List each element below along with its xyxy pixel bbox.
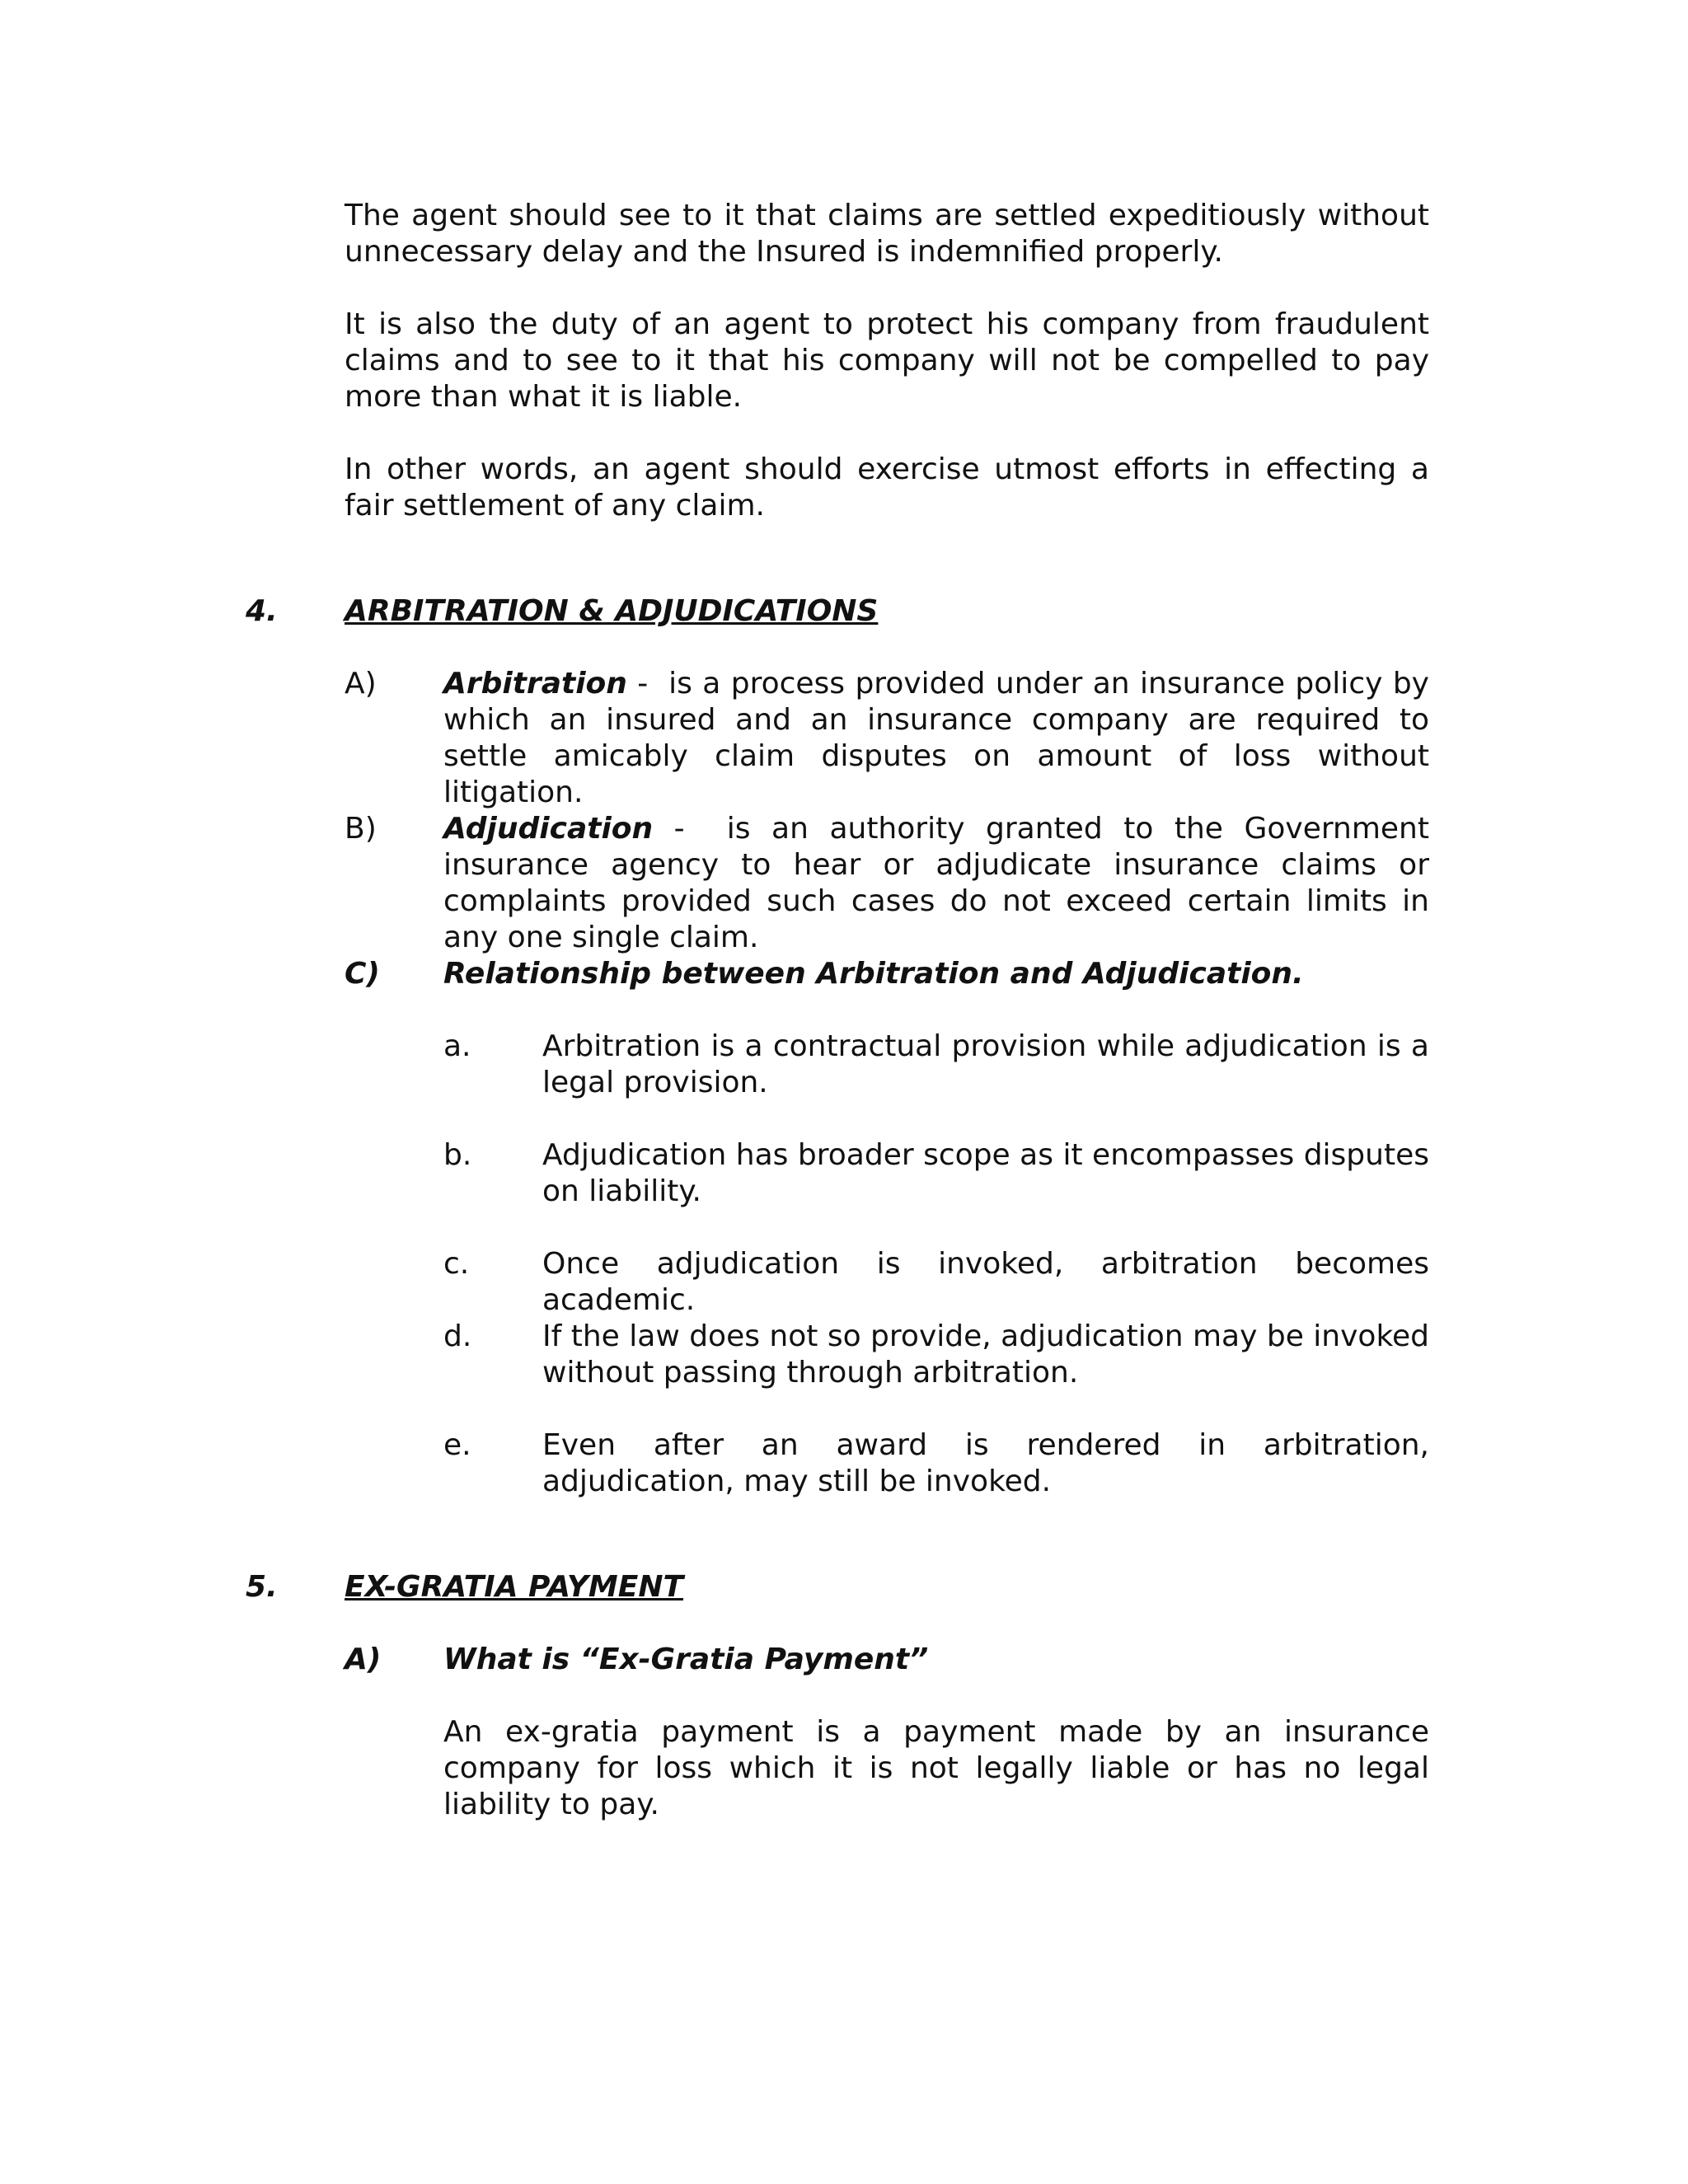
intro-paragraph-1: The agent should see to it that claims are settled expeditiously without unnecessary delay and the Insured is indemnified properly.: [345, 199, 1429, 269]
item-b-separator: -: [653, 812, 706, 846]
point-d-label: d.: [443, 1319, 472, 1353]
item-b-label: B): [345, 812, 377, 846]
point-c-label: c.: [443, 1247, 470, 1281]
ex-gratia-sub-label: A): [345, 1643, 382, 1676]
item-a-text: is a process provided under an insurance policy by which an insured and an insurance company are required to settle amicably claim disputes on amount of loss without litigation.: [443, 667, 1429, 809]
section-5-number: 5.: [246, 1570, 278, 1604]
item-a-separator: -: [626, 667, 659, 701]
item-b-text: is an authority granted to the Government insurance agency to hear or adjudicate insurance claims or complaints provided such cases do not exceed certain limits in any one single claim.: [443, 812, 1429, 954]
item-b-term: Adjudication: [443, 812, 654, 846]
item-b-body: [443, 811, 1429, 956]
item-c-label: C): [345, 957, 380, 991]
intro-paragraph-3: In other words, an agent should exercise utmost efforts in effecting a fair settlement of any claim.: [345, 452, 1429, 523]
point-b-text: Adjudication has broader scope as it encompasses disputes on liability.: [542, 1138, 1429, 1208]
ex-gratia-definition: An ex-gratia payment is a payment made by an insurance company for loss which it is not legally liable or has no legal liability to pay.: [443, 1715, 1429, 1821]
intro-paragraph-2: It is also the duty of an agent to protect his company from fraudulent claims and to see to it that his company will not be compelled to pay more than what it is liable.: [345, 307, 1429, 414]
point-a-label: a.: [443, 1029, 471, 1063]
point-e-text: Even after an award is rendered in arbitration, adjudication, may still be invoked.: [542, 1428, 1429, 1498]
item-a-term: Arbitration: [443, 667, 627, 701]
point-d-text: If the law does not so provide, adjudication may be invoked without passing through arbitration.: [542, 1319, 1430, 1390]
point-a-text: Arbitration is a contractual provision while adjudication is a legal provision.: [542, 1029, 1429, 1099]
section-5-title: EX-GRATIA PAYMENT: [345, 1570, 684, 1604]
point-b-label: b.: [443, 1138, 472, 1172]
point-c-text: Once adjudication is invoked, arbitration becomes academic.: [542, 1247, 1429, 1317]
section-4-number: 4.: [246, 594, 278, 628]
ex-gratia-sub-title: What is “Ex-Gratia Payment”: [443, 1643, 929, 1676]
item-a-label: A): [345, 667, 377, 701]
item-a-body: [443, 666, 1429, 811]
point-e-label: e.: [443, 1428, 471, 1462]
item-c-title: Relationship between Arbitration and Adjudication.: [443, 957, 1304, 991]
section-4-title: ARBITRATION & ADJUDICATIONS: [345, 594, 879, 628]
